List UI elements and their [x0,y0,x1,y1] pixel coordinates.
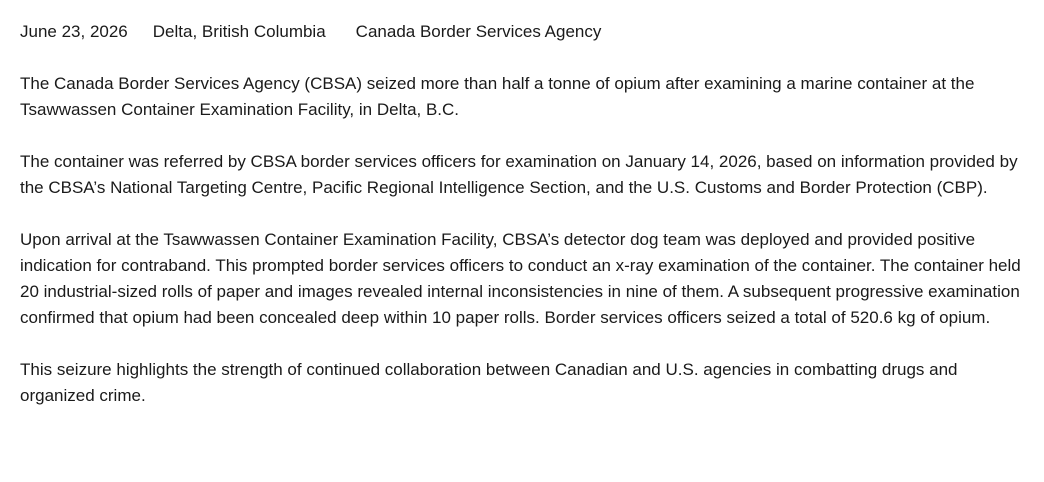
release-location: Delta, British Columbia [152,22,326,41]
paragraph-referral: The container was referred by CBSA border services officers for examination on January 14, 2026, based on information provided by the CBSA’s National Targeting Centre, Pacific Regional Intelligence Section, and the U.S. Customs and Border Protection (CBP). [20,152,1018,197]
release-date: June 23, 2026 [20,22,128,41]
paragraph-examination: Upon arrival at the Tsawwassen Container Examination Facility, CBSA’s detector dog team was deployed and provided positive indication for contraband. This prompted border services officers to conduct an x-ray examination of the container. The container held 20 industrial-sized rolls of paper and images revealed internal inconsistencies in nine of them. A subsequent progressive examination confirmed that opium had been concealed deep within 10 paper rolls. Border services officers seized a total of 520.6 kg of opium. [20,230,1021,327]
paragraph-seizure-summary: The Canada Border Services Agency (CBSA) seized more than half a tonne of opium after examining a marine container at the Tsawwassen Container Examination Facility, in Delta, B.C. [20,74,975,119]
dateline [20,19,1004,45]
paragraph-collaboration: This seizure highlights the strength of continued collaboration between Canadian and U.S. agencies in combatting drugs and organized crime. [20,360,958,405]
agency-name: Canada Border Services Agency [355,22,602,41]
